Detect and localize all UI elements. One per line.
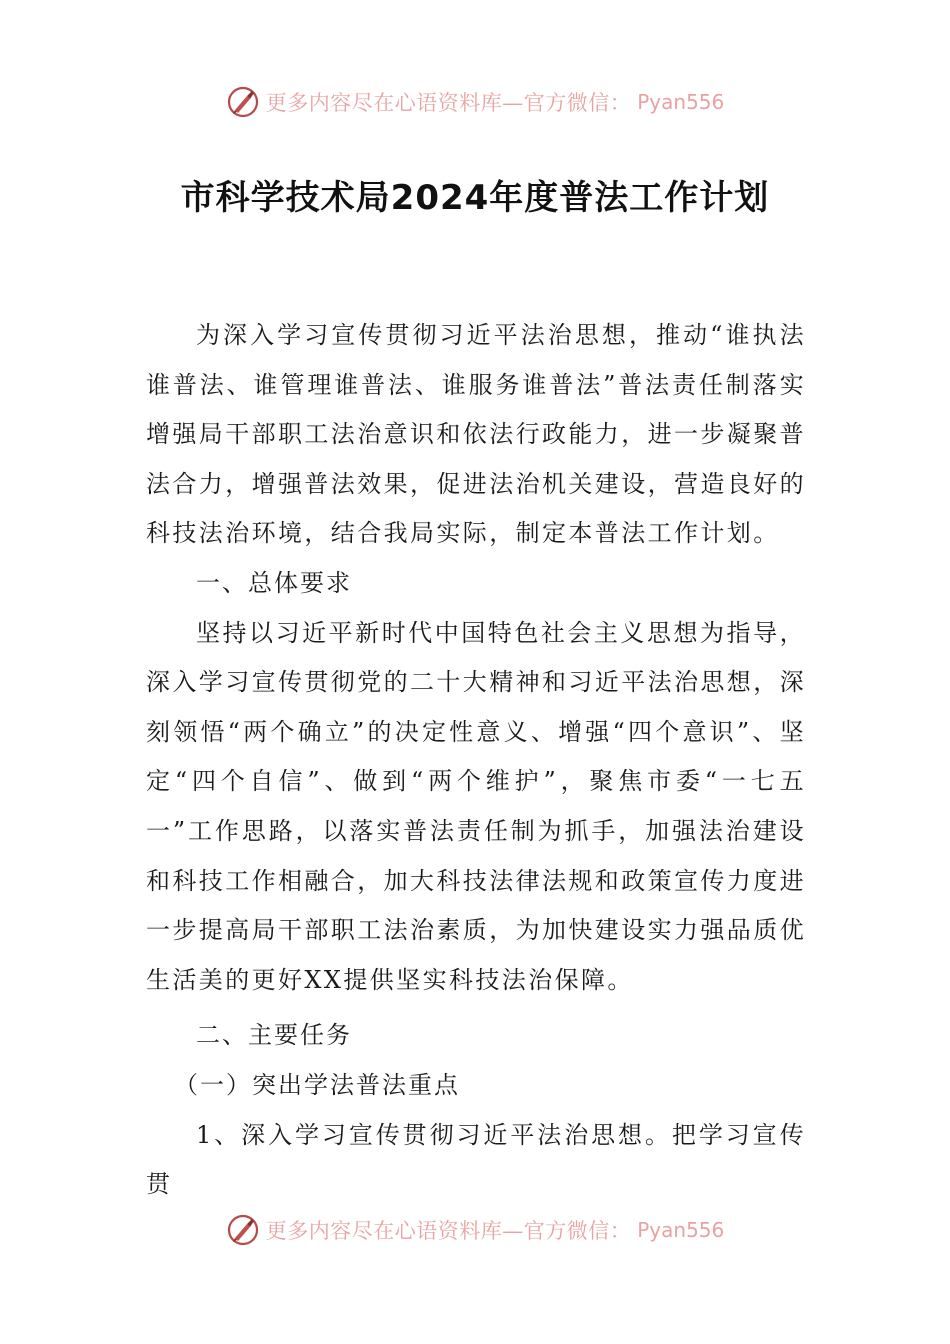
watermark-top: [0, 80, 950, 124]
pen-nib-logo-icon: [226, 85, 260, 119]
document-title: 市科学技术局2024年度普法工作计划: [180, 178, 770, 218]
section-heading-main-tasks: 二、主要任务: [196, 1021, 352, 1050]
watermark-text: 更多内容尽在心语资料库—官方微信：: [265, 91, 632, 115]
general-requirements-paragraph: 坚持以习近平新时代中国特色社会主义思想为指导，深入学习宣传贯彻党的二十大精神和习近平法治思想，深刻领悟“两个确立”的决定性意义、增强“四个意识”、坚定“四个自信”、做到“两个维护”，聚焦市委“一七五一”工作思路，以落实普法责任制为抓手，加强法治建设和科技工作相融合，加大科技法律法规和政策宣传力度进一步提高局干部职工法治素质，为加快建设实力强品质优生活美的更好XX提供坚实科技法治保障。: [146, 618, 806, 994]
pen-nib-logo-icon: [226, 1213, 260, 1247]
watermark-wechat-id: Pyan556: [637, 90, 725, 114]
document-body: [146, 311, 806, 1210]
watermark-text: 更多内容尽在心语资料库—官方微信：: [265, 1219, 632, 1243]
intro-paragraph: 为深入学习宣传贯彻习近平法治思想，推动“谁执法谁普法、谁管理谁普法、谁服务谁普法”普法责任制落实增强局干部职工法治意识和依法行政能力，进一步凝聚普法合力，增强普法效果，促进法治机关建设，营造良好的科技法治环境，结合我局实际，制定本普法工作计划。: [146, 321, 806, 548]
item-1-paragraph: 1、深入学习宣传贯彻习近平法治思想。把学习宣传贯: [146, 1120, 806, 1199]
watermark-bottom: [0, 1208, 950, 1252]
section-heading-general-requirements: 一、总体要求: [196, 568, 352, 597]
subsection-heading: （一）突出学法普法重点: [174, 1070, 460, 1099]
watermark-wechat-id: Pyan556: [637, 1218, 725, 1242]
